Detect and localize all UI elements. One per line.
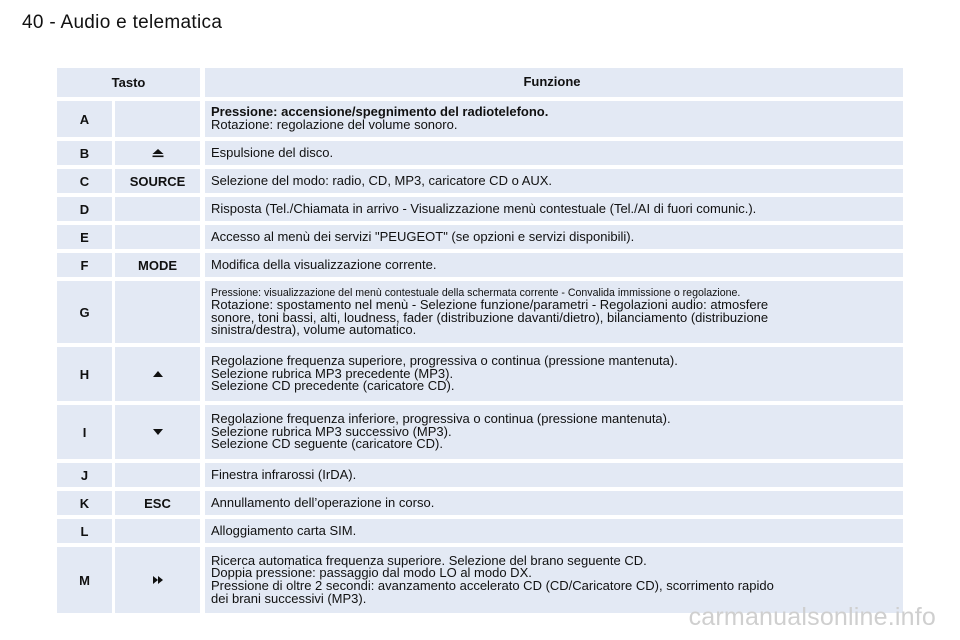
description-line: Rotazione: spostamento nel menù - Selezione funzione/parametri - Regolazioni audio: atmosfere [211, 297, 769, 313]
row-letter: J [57, 463, 112, 487]
table-row [57, 491, 903, 515]
description-line: Rotazione: regolazione del volume sonoro. [211, 117, 458, 132]
row-description [205, 519, 903, 543]
table-row [57, 141, 903, 165]
description-line: dei brani successivi (MP3). [211, 590, 367, 606]
row-key: MODE [115, 253, 200, 277]
row-description [205, 463, 903, 487]
table-row [57, 405, 903, 459]
description-line: Selezione CD precedente (caricatore CD). [211, 378, 455, 394]
row-key [115, 101, 200, 137]
row-description [205, 225, 903, 249]
description-line: sonore, toni bassi, alti, loudness, fader (distribuzione davanti/dietro), bilanciamento (distribuzione [211, 309, 769, 325]
row-letter: D [57, 197, 112, 221]
row-letter: A [57, 101, 112, 137]
row-key [115, 547, 200, 613]
description-line: sinistra/destra), volume automatico. [211, 322, 417, 338]
arrow-up-icon [152, 370, 164, 378]
row-key [115, 405, 200, 459]
description-line: Modifica della visualizzazione corrente. [211, 256, 437, 272]
arrow-down-icon [152, 428, 164, 436]
row-description [205, 169, 903, 193]
description-line: Selezione CD seguente (caricatore CD). [211, 436, 443, 452]
row-key [115, 463, 200, 487]
column-header-tasto: Tasto [57, 68, 200, 97]
row-letter: K [57, 491, 112, 515]
description-line: Regolazione frequenza superiore, progressiva o continua (pressione mantenuta). [211, 353, 678, 369]
row-description [205, 347, 903, 401]
row-letter: C [57, 169, 112, 193]
row-key [115, 225, 200, 249]
description-line: Risposta (Tel./Chiamata in arrivo - Visualizzazione menù contestuale (Tel./AI di fuori comunic.). [211, 200, 757, 216]
fast-forward-icon [152, 575, 164, 585]
description-line: Ricerca automatica frequenza superiore. Selezione del brano seguente CD. [211, 552, 647, 568]
row-description [205, 101, 903, 137]
watermark: carmanualsonline.info [688, 603, 936, 631]
row-key [115, 519, 200, 543]
row-letter: E [57, 225, 112, 249]
row-key [115, 347, 200, 401]
row-letter: M [57, 547, 112, 613]
description-line: Pressione di oltre 2 secondi: avanzamento accelerato CD (CD/Caricatore CD), scorrimento rapido [211, 578, 774, 593]
row-letter: G [57, 281, 112, 343]
description-line: Regolazione frequenza inferiore, progressiva o continua (pressione mantenuta). [211, 411, 671, 427]
description-line: Selezione del modo: radio, CD, MP3, caricatore CD o AUX. [211, 172, 553, 188]
description-line: Alloggiamento carta SIM. [211, 522, 357, 538]
row-description [205, 405, 903, 459]
table-row [57, 101, 903, 137]
row-letter: F [57, 253, 112, 277]
row-description [205, 253, 903, 277]
row-letter: L [57, 519, 112, 543]
row-letter: B [57, 141, 112, 165]
description-line: Selezione rubrica MP3 successivo (MP3). [211, 423, 452, 439]
row-key: ESC [115, 491, 200, 515]
table-header-row [57, 68, 903, 97]
table-row [57, 519, 903, 543]
row-letter: I [57, 405, 112, 459]
row-key [115, 141, 200, 165]
description-line: Selezione rubrica MP3 precedente (MP3). [211, 365, 454, 381]
page-header: 40 - Audio e telematica [22, 12, 223, 33]
description-line: Doppia pressione: passaggio dal modo LO al modo DX. [211, 565, 532, 581]
row-description [205, 141, 903, 165]
row-key [115, 197, 200, 221]
description-line: Espulsione del disco. [211, 144, 334, 160]
row-letter: H [57, 347, 112, 401]
table-row [57, 225, 903, 249]
table-row [57, 169, 903, 193]
description-line: Pressione: accensione/spegnimento del radiotelefono. [211, 104, 549, 120]
row-description [205, 491, 903, 515]
table-row [57, 197, 903, 221]
key-function-table [57, 68, 903, 617]
description-line: Pressione: visualizzazione del menù contestuale della schermata corrente - Convalida immissione o regolazione. [211, 287, 741, 300]
table-row [57, 281, 903, 343]
description-line: Finestra infrarossi (IrDA). [211, 466, 357, 482]
column-header-funzione: Funzione [205, 68, 903, 97]
table-row [57, 463, 903, 487]
description-line: Annullamento dell’operazione in corso. [211, 494, 435, 510]
eject-icon [151, 148, 165, 158]
row-key [115, 281, 200, 343]
table-row [57, 347, 903, 401]
row-key: SOURCE [115, 169, 200, 193]
row-description [205, 281, 903, 343]
table-row [57, 253, 903, 277]
row-description [205, 197, 903, 221]
description-line: Accesso al menù dei servizi "PEUGEOT" (se opzioni e servizi disponibili). [211, 228, 635, 244]
